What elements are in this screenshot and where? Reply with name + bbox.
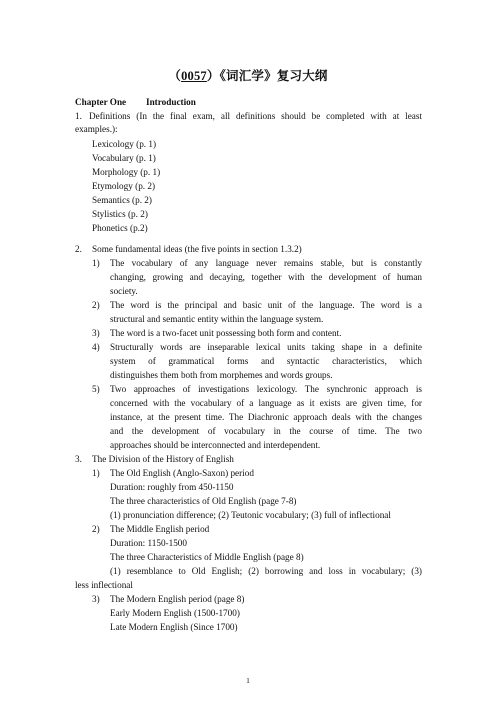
point-number: 3) xyxy=(92,328,100,338)
definition-item: Vocabulary (p. 1) xyxy=(92,153,156,163)
period-characteristics-title: The three characteristics of Old English (page 7-8) xyxy=(110,496,297,506)
period-name: The Middle English period xyxy=(110,524,210,534)
page-number: 1 xyxy=(246,676,250,685)
period-number: 2) xyxy=(92,524,100,534)
definition-item: Lexicology (p. 1) xyxy=(92,139,157,149)
point-line: approaches should be interconnected and interdependent. xyxy=(110,440,321,450)
point-line: and the development of vocabulary in the course of time. The two xyxy=(110,426,422,436)
chapter-title: Introduction xyxy=(146,97,196,107)
period-characteristics-cont: less inflectional xyxy=(75,580,133,590)
section-1-line-1: Definitions (In the final exam, all definitions should be completed with at least xyxy=(89,111,422,121)
point-line: The vocabulary of any language never remains stable, but is constantly xyxy=(110,258,422,268)
definition-item: Morphology (p. 1) xyxy=(92,167,161,177)
title-prefix: （ xyxy=(168,69,182,83)
point-line: Structurally words are inseparable lexical units taking shape in a definite xyxy=(110,342,422,352)
point-line: system of grammatical forms and syntactic characteristics, which xyxy=(110,356,422,366)
definition-item: Stylistics (p. 2) xyxy=(92,209,148,219)
point-number: 2) xyxy=(92,300,100,310)
point-number: 5) xyxy=(92,384,100,394)
definition-item: Semantics (p. 2) xyxy=(92,195,152,205)
section-2-number: 2. xyxy=(75,244,82,254)
title-code: 0057 xyxy=(181,69,207,83)
period-sub: Early Modern English (1500-1700) xyxy=(110,608,240,618)
section-3-number: 3. xyxy=(75,454,82,464)
chapter-label: Chapter One xyxy=(75,97,127,107)
point-line: distinguishes them both from morphemes and words groups. xyxy=(110,370,333,380)
period-characteristics: (1) resemblance to Old English; (2) borrowing and loss in vocabulary; (3) xyxy=(110,566,422,576)
period-name: The Old English (Anglo-Saxon) period xyxy=(110,468,254,478)
point-line: Two approaches of investigations lexicology. The synchronic approach is xyxy=(110,384,422,394)
period-number: 1) xyxy=(92,468,100,478)
point-line: concerned with the vocabulary of a language as it exists are given time, for xyxy=(110,398,422,408)
section-1-number: 1. xyxy=(75,111,82,121)
point-line: society. xyxy=(110,286,138,296)
point-number: 1) xyxy=(92,258,100,268)
period-duration: Duration: roughly from 450-1150 xyxy=(110,482,234,492)
point-line: structural and semantic entity within the language system. xyxy=(110,314,324,324)
title-suffix: ）《词汇学》复习大纲 xyxy=(206,69,328,83)
period-characteristics: (1) pronunciation difference; (2) Teutonic vocabulary; (3) full of inflectional xyxy=(110,510,391,520)
period-duration: Duration: 1150-1500 xyxy=(110,538,187,548)
definition-item: Phonetics (p.2) xyxy=(92,223,148,233)
section-2-heading: Some fundamental ideas (the five points in section 1.3.2) xyxy=(92,244,302,254)
period-name: The Modern English period (page 8) xyxy=(110,594,245,604)
period-sub: Late Modern English (Since 1700) xyxy=(110,622,238,632)
point-number: 4) xyxy=(92,342,100,352)
point-line: instance, at the present time. The Diachronic approach deals with the changes xyxy=(110,412,422,422)
period-number: 3) xyxy=(92,594,100,604)
point-line: The word is a two-facet unit possessing both form and content. xyxy=(110,328,342,338)
section-1-line-2: examples.): xyxy=(75,124,118,134)
page-title xyxy=(0,66,496,84)
point-line: changing, growing and decaying, together with the development of human xyxy=(110,272,422,282)
definition-item: Etymology (p. 2) xyxy=(92,181,156,191)
section-3-heading: The Division of the History of English xyxy=(92,454,234,464)
point-line: The word is the principal and basic unit of the language. The word is a xyxy=(110,300,422,310)
period-characteristics-title: The three Characteristics of Middle English (page 8) xyxy=(110,552,304,562)
